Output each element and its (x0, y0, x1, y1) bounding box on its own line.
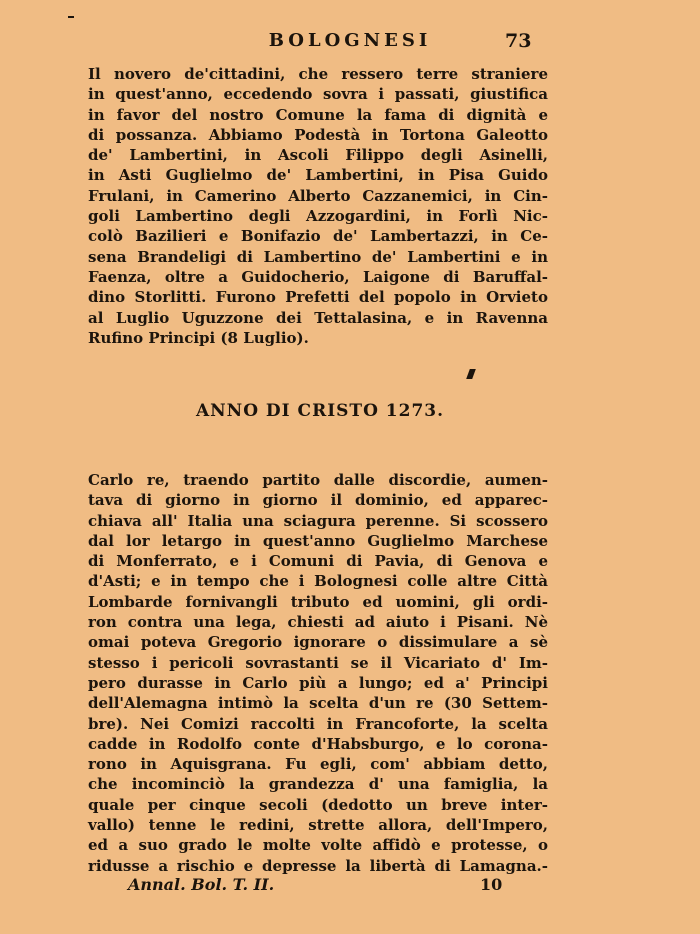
text-line: ron contra una lega, chiesti ad aiuto i Pisani. Nè (88, 613, 548, 632)
text-line: tava di giorno in giorno il dominio, ed apparec- (88, 491, 548, 510)
text-line: che incominciò la grandezza d' una famiglia, la (88, 775, 548, 794)
text-line: dell'Alemagna intimò la scelta d'un re (30 Settem- (88, 694, 548, 713)
text-line: rono in Aquisgrana. Fu egli, com' abbiam detto, (88, 755, 548, 774)
text-line: di possanza. Abbiamo Podestà in Tortona Galeotto (88, 125, 548, 144)
text-line: sena Brandeligi di Lambertino de' Lambertini e in (88, 247, 548, 266)
text-line: chiava all' Italia una sciagura perenne. Si scossero (88, 511, 548, 530)
text-line: cadde in Rodolfo conte d'Habsburgo, e lo corona- (88, 734, 548, 753)
text-line: Frulani, in Camerino Alberto Cazzanemici, in Cin- (88, 186, 548, 205)
text-line: Rufino Principi (8 Luglio). (88, 328, 309, 347)
ink-mark (68, 16, 74, 18)
text-line: Carlo re, traendo partito dalle discordie, aumen- (88, 471, 548, 489)
section-heading: ANNO DI CRISTO 1273. (195, 401, 445, 421)
text-line: bre). Nei Comizi raccolti in Francoforte, la scelta (88, 714, 548, 733)
text-line: stesso i pericoli sovrastanti se il Vicariato d' Im- (88, 653, 548, 672)
text-line: omai poteva Gregorio ignorare o dissimulare a sè (88, 633, 548, 652)
text-line: Faenza, oltre a Guidocherio, Laigone di Baruffal- (88, 267, 548, 286)
text-line: pero durasse in Carlo più a lungo; ed a' Principi (88, 673, 548, 692)
text-line: colò Bazilieri e Bonifazio de' Lambertazzi, in Ce- (88, 227, 548, 246)
page-number: 73 (505, 30, 532, 52)
text-line: goli Lambertino degli Azzogardini, in Forlì Nic- (88, 207, 548, 226)
running-header-title: BOLOGNESI (268, 30, 432, 51)
text-line: ridusse a rischio e depresse la libertà di Lamagna.- (88, 856, 548, 875)
text-line: quale per cinque secoli (dedotto un breve inter- (88, 795, 548, 814)
signature-number: 10 (480, 875, 503, 894)
text-line: al Luglio Uguzzone dei Tettalasina, e in Ravenna (88, 308, 548, 327)
text-line: Lombarde fornivangli tributo ed uomini, gli ordi- (88, 592, 548, 611)
signature-mark: Annal. Bol. T. II. (128, 875, 275, 894)
text-line: Il novero de'cittadini, che ressero terre straniere (88, 65, 548, 83)
text-line: dal lor letargo in quest'anno Guglielmo Marchese (88, 531, 548, 550)
text-line: de' Lambertini, in Ascoli Filippo degli Asinelli, (88, 146, 548, 165)
paragraph-1 (88, 64, 548, 348)
text-line: in quest'anno, eccedendo sovra i passati, giustifica (88, 85, 548, 104)
text-line: di Monferrato, e i Comuni di Pavia, di Genova e (88, 552, 548, 571)
text-line: dino Storlitti. Furono Prefetti del popolo in Orvieto (88, 288, 548, 307)
text-line: vallo) tenne le redini, strette allora, dell'Impero, (88, 816, 548, 835)
text-line: in Asti Guglielmo de' Lambertini, in Pisa Guido (88, 166, 548, 185)
text-line: d'Asti; e in tempo che i Bolognesi colle altre Città (88, 572, 548, 591)
text-line: in favor del nostro Comune la fama di dignità e (88, 105, 548, 124)
paragraph-2 (88, 470, 548, 876)
ink-mark (466, 369, 476, 379)
text-line: ed a suo grado le molte volte affidò e protesse, o (88, 836, 548, 855)
